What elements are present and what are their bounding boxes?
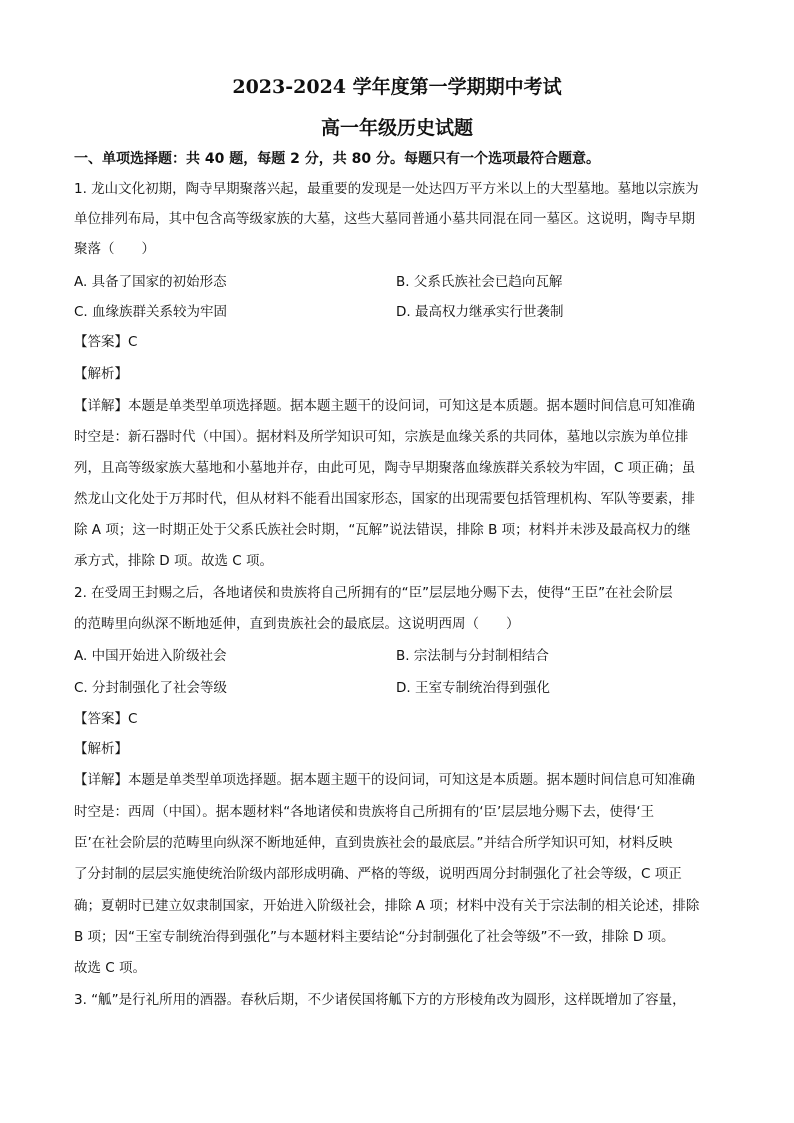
q2-detail-line: 确；夏朝时已建立奴隶制国家，开始进入阶级社会，排除 A 项；材料中没有关于宗法制的相关论述，排除 — [74, 898, 700, 914]
q2-option-c: C. 分封制强化了社会等级 — [74, 680, 228, 696]
q1-option-d: D. 最高权力继承实行世袭制 — [396, 304, 564, 320]
q2-option-b: B. 宗法制与分封制相结合 — [396, 648, 549, 664]
q1-stem-line: 聚落（ ） — [74, 241, 155, 257]
q2-option-a: A. 中国开始进入阶级社会 — [74, 648, 227, 664]
q1-answer: 【答案】C — [74, 334, 138, 350]
q1-stem-line: 1. 龙山文化初期，陶寺早期聚落兴起，最重要的发现是一处达四万平方米以上的大型墓地。墓地以宗族为 — [74, 181, 699, 197]
q2-detail-line: B 项；因“王室专制统治得到强化”与本题材料主要结论“分封制强化了社会等级”不一致，排除 D 项。 — [74, 929, 675, 945]
q3-stem-line: 3. “觚”是行礼所用的酒器。春秋后期，不少诸侯国将觚下方的方形棱角改为圆形，这样既增加了容量， — [74, 992, 686, 1008]
q1-detail-line: 承方式，排除 D 项。故选 C 项。 — [74, 553, 273, 569]
section-heading: 一、单项选择题：共 40 题，每题 2 分，共 80 分。每题只有一个选项最符合题意。 — [74, 151, 600, 167]
q1-analysis-label: 【解析】 — [74, 366, 128, 382]
q2-option-d: D. 王室专制统治得到强化 — [396, 680, 550, 696]
q1-option-b: B. 父系氏族社会已趋向瓦解 — [396, 274, 563, 290]
q1-detail-line: 【详解】本题是单类型单项选择题。据本题主题干的设问词，可知这是本质题。据本题时间信息可知准确 — [74, 398, 695, 414]
q2-detail-line: 臣’在社会阶层的范畴里向纵深不断地延伸，直到贵族社会的最底层。”并结合所学知识可知，材料反映 — [74, 835, 673, 851]
q2-detail-line: 了分封制的层层实施使统治阶级内部形成明确、严格的等级，说明西周分封制强化了社会等级，C 项正 — [74, 866, 682, 882]
q2-analysis-label: 【解析】 — [74, 741, 128, 757]
q1-option-c: C. 血缘族群关系较为牢固 — [74, 304, 228, 320]
q2-answer: 【答案】C — [74, 711, 138, 727]
q2-stem-line: 的范畴里向纵深不断地延伸，直到贵族社会的最底层。这说明西周（ ） — [74, 616, 520, 632]
q1-detail-line: 列，且高等级家族大墓地和小墓地并存，由此可见，陶寺早期聚落血缘族群关系较为牢固，C 项正确；虽 — [74, 460, 696, 476]
q1-stem-line: 单位排列布局，其中包含高等级家族的大墓，这些大墓同普通小墓共同混在同一墓区。这说明，陶寺早期 — [74, 211, 695, 227]
q2-stem-line: 2. 在受周王封赐之后，各地诸侯和贵族将自己所拥有的“臣”层层地分赐下去，使得“王臣”在社会阶层 — [74, 585, 673, 601]
q1-detail-line: 除 A 项；这一时期正处于父系氏族社会时期，“瓦解”说法错误，排除 B 项；材料并未涉及最高权力的继 — [74, 522, 691, 538]
q1-detail-line: 时空是：新石器时代（中国）。据材料及所学知识可知，宗族是血缘关系的共同体，墓地以宗族为单位排 — [74, 429, 689, 445]
q2-detail-line: 故选 C 项。 — [74, 960, 147, 976]
q1-detail-line: 然龙山文化处于万邦时代，但从材料不能看出国家形态，国家的出现需要包括管理机构、军队等要素，排 — [74, 491, 695, 507]
q2-detail-line: 时空是：西周（中国）。据本题材料“各地诸侯和贵族将自己所拥有的‘臣’层层地分赐下去，使得‘王 — [74, 804, 655, 820]
exam-title: 2023-2024 学年度第一学期期中考试 — [232, 76, 562, 98]
q2-detail-line: 【详解】本题是单类型单项选择题。据本题主题干的设问词，可知这是本质题。据本题时间信息可知准确 — [74, 772, 695, 788]
exam-subtitle: 高一年级历史试题 — [320, 117, 473, 139]
q1-option-a: A. 具备了国家的初始形态 — [74, 274, 227, 290]
